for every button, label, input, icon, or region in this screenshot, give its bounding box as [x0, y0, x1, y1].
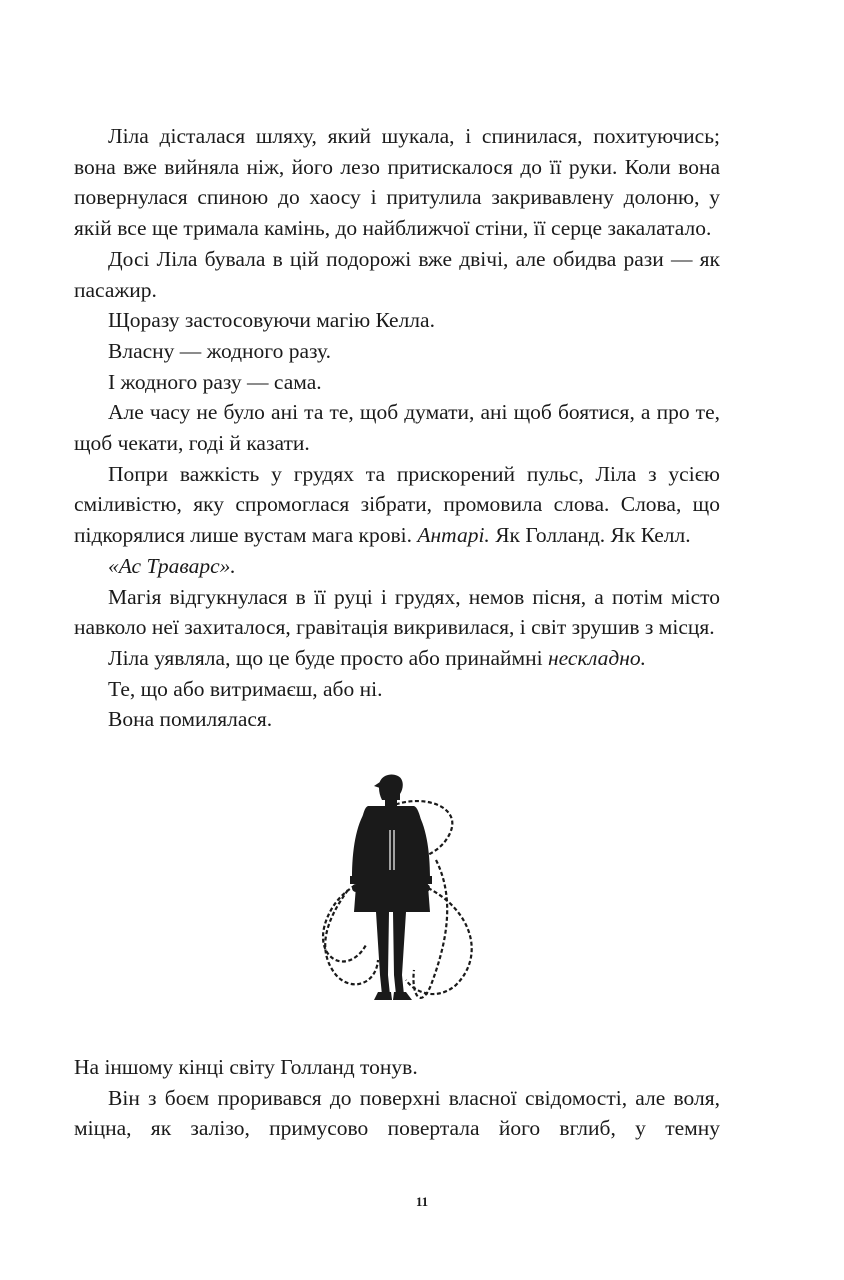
paragraph-text: Ліла уявляла, що це буде просто або принаймні [108, 645, 548, 670]
paragraph [74, 551, 720, 582]
paragraph: Щоразу застосовуючи магію Келла. [108, 308, 435, 333]
paragraph: Те, що або витримаєш, або ні. [108, 676, 383, 701]
page-number: 11 [415, 1194, 429, 1209]
paragraph: Вона помилялася. [108, 707, 273, 732]
paragraph [74, 459, 720, 551]
paragraph-italic: Антарі. [417, 523, 490, 548]
paragraph: Але часу не було ані та те, щоб думати, ані щоб боятися, а про те, щоб чекати, годі й казати. [74, 400, 720, 456]
paragraph-italic: «Ас Траварс». [108, 553, 236, 578]
text-block-top [74, 121, 720, 735]
paragraph: Власну — жодного разу. [108, 338, 332, 363]
paragraph: І жодного разу — сама. [108, 369, 322, 394]
paragraph: Ліла дісталася шляху, який шукала, і спинилася, похитуючись; вона вже вийняла ніж, його лезо притискалося до її руки. Коли вона повернулася спиною до хаосу і притулила закривавлену долоню, у якій все ще тримала камінь, до найближчої стіни, її серце закалатало. [74, 124, 720, 241]
paragraph-italic: нескладно. [548, 645, 647, 670]
text-block-bottom [74, 1052, 720, 1144]
paragraph: Магія відгукнулася в її руці і грудях, немов пісня, а потім місто навколо неї захиталося, гравітація викривилася, і світ зрушив з місця. [74, 584, 720, 640]
paragraph-text: Як Голланд. Як Келл. [489, 523, 691, 548]
paragraph: На іншому кінці світу Голланд тонув. [74, 1055, 418, 1079]
paragraph-text: Попри важкість у грудях та прискорений пульс, Ліла з усією сміливістю, яку спромоглася зібрати, промовила слова. Слова, що підкорялися лише вустам мага крові. [74, 461, 720, 548]
paragraph: Досі Ліла бувала в цій подорожі вже двічі, але обидва рази — як пасажир. [74, 246, 720, 302]
paragraph [74, 643, 720, 674]
paragraph: Він з боєм проривався до поверхні власної свідомості, але воля, міцна, як залізо, примусово повертала його вглиб, у темну [74, 1085, 720, 1141]
figure-with-chains-illustration [296, 770, 486, 1020]
